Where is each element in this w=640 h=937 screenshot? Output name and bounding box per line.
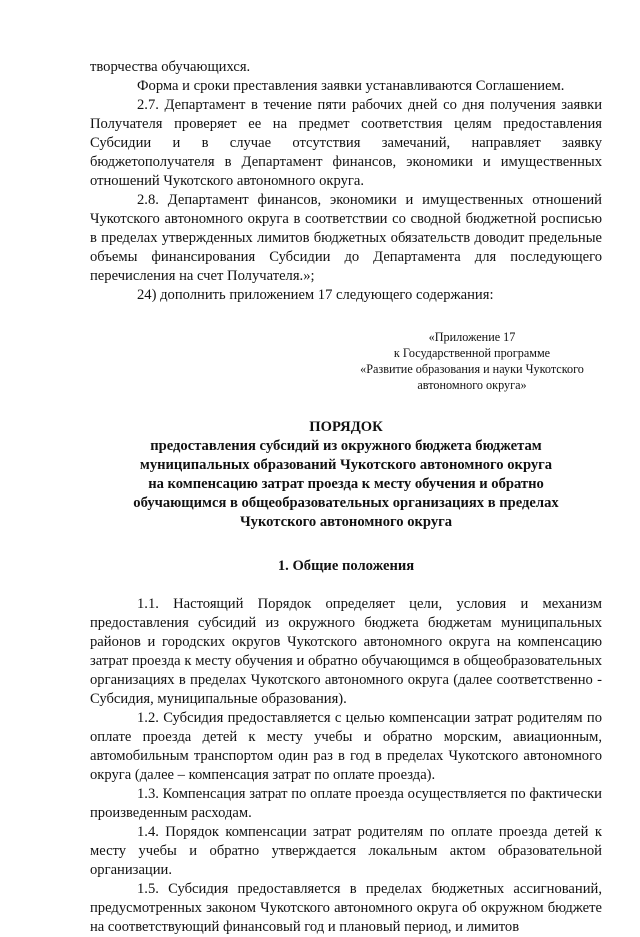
intro-paragraph-2: 2.7. Департамент в течение пяти рабочих дней со дня получения заявки Получателя проверяет ее на предмет соответствия целям предоставления Субсидии и в случае отсутствия замечаний, направляет заявку бюджетополучателя в Департамент финансов, экономики и имущественных отношений Чукотского автономного округа. (90, 97, 602, 189)
document-page (90, 58, 602, 937)
title-line: муниципальных образований Чукотского автономного округа (139, 457, 553, 473)
appendix-reference (90, 329, 602, 393)
title-line: на компенсацию затрат проезда к месту обучения и обратно (148, 476, 544, 492)
title-line: предоставления субсидий из окружного бюджета бюджетам (150, 438, 542, 454)
document-title (90, 418, 602, 532)
body-paragraph-1-1: 1.1. Настоящий Порядок определяет цели, условия и механизм предоставления субсидий из окружного бюджета бюджетам муниципальных районов и городских округов Чукотского автономного округа на компенсацию затрат проезда к месту обучения и обратно обучающимся в общеобразовательных организациях в пределах Чукотского автономного округа (далее соответственно - Субсидия, муниципальные образования). (90, 596, 602, 707)
section-heading: 1. Общие положения (277, 558, 415, 574)
section-body (90, 595, 602, 937)
title-line: Чукотского автономного округа (239, 514, 453, 530)
intro-paragraph-1: Форма и сроки преставления заявки устанавливаются Соглашением. (137, 78, 565, 94)
appendix-line: к Государственной программе (393, 346, 551, 360)
appendix-line: «Развитие образования и науки Чукотского (360, 362, 584, 376)
title-line: обучающимся в общеобразовательных организациях в пределах (133, 495, 559, 511)
title-heading: ПОРЯДОК (309, 419, 383, 435)
body-paragraph-1-4: 1.4. Порядок компенсации затрат родителям по оплате проезда детей к месту учебы и обратно утверждается локальным актом образовательной организации. (90, 824, 602, 878)
intro-paragraph-4: 24) дополнить приложением 17 следующего содержания: (137, 287, 494, 303)
intro-paragraph-3: 2.8. Департамент финансов, экономики и имущественных отношений Чукотского автономного округа в соответствии со сводной бюджетной росписью в пределах утвержденных лимитов бюджетных обязательств доводит предельные объемы финансирования Субсидии до Департамента для последующего перечисления на счет Получателя.»; (90, 192, 602, 284)
appendix-line: автономного округа» (417, 378, 527, 392)
appendix-line: «Приложение 17 (428, 330, 516, 344)
intro-paragraph-0: творчества обучающихся. (90, 59, 251, 75)
body-paragraph-1-2: 1.2. Субсидия предоставляется с целью компенсации затрат родителям по оплате проезда детей к месту учебы и обратно морским, авиационным, автомобильным транспортом один раз в год в пределах Чукотского автономного округа (далее – компенсация затрат по оплате проезда). (90, 710, 602, 783)
body-paragraph-1-5: 1.5. Субсидия предоставляется в пределах бюджетных ассигнований, предусмотренных законом Чукотского автономного округа об окружном бюджете на соответствующий финансовый год и плановый период, и лимитов (90, 881, 602, 935)
body-paragraph-1-3: 1.3. Компенсация затрат по оплате проезда осуществляется по фактически произведенным расходам. (90, 786, 602, 821)
